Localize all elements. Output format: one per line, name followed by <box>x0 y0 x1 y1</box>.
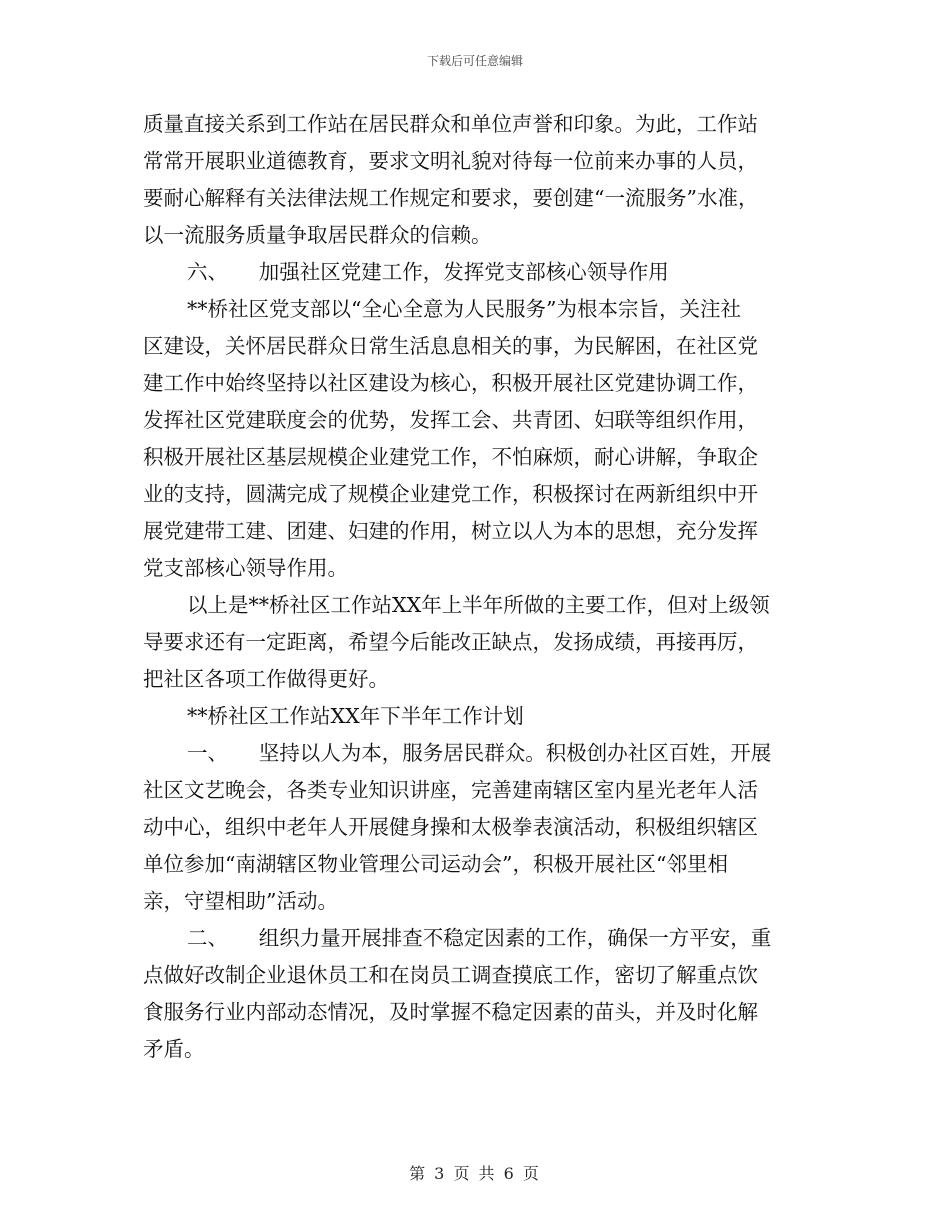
text-line: 单位参加“南湖辖区物业管理公司运动会”，积极开展社区“邻里相 <box>143 852 728 876</box>
body-text <box>143 106 811 1068</box>
text-line: 区建设，关怀居民群众日常生活息息相关的事，为民解困，在社区党 <box>143 334 758 358</box>
text-line: 食服务行业内部动态情况，及时掌握不稳定因素的苗头，并及时化解 <box>143 1000 758 1024</box>
page-header: 下载后可任意编辑 <box>426 54 523 68</box>
text-line: 动中心，组织中老年人开展健身操和太极拳表演活动，积极组织辖区 <box>143 815 758 839</box>
text-line: 导要求还有一定距离，希望今后能改正缺点，发扬成绩，再接再厉， <box>143 630 758 654</box>
text-line: 质量直接关系到工作站在居民群众和单位声誉和印象。为此，工作站 <box>143 112 758 136</box>
text-line: 点做好改制企业退休员工和在岗员工调查摸底工作，密切了解重点饮 <box>143 963 758 987</box>
text-line: 展党建带工建、团建、妇建的作用，树立以人为本的思想，充分发挥 <box>143 519 758 543</box>
text-line: 二、 组织力量开展排查不稳定因素的工作，确保一方平安，重 <box>187 926 772 950</box>
text-line: **桥社区工作站XX年下半年工作计划 <box>187 704 524 728</box>
page-footer: 第 3 页 共 6 页 <box>409 1164 541 1183</box>
text-line: 矛盾。 <box>143 1037 205 1061</box>
text-line: 建工作中始终坚持以社区建设为核心，积极开展社区党建协调工作， <box>143 371 758 395</box>
text-line: 业的支持，圆满完成了规模企业建党工作，积极探讨在两新组织中开 <box>143 482 758 506</box>
text-line: 把社区各项工作做得更好。 <box>143 667 389 691</box>
text-line: 积极开展社区基层规模企业建党工作，不怕麻烦，耐心讲解，争取企 <box>143 445 758 469</box>
text-line: 亲，守望相助”活动。 <box>143 889 338 913</box>
text-line: 党支部核心领导作用。 <box>143 556 348 580</box>
text-line: 常常开展职业道德教育，要求文明礼貌对待每一位前来办事的人员， <box>143 149 758 173</box>
text-line: 发挥社区党建联度会的优势，发挥工会、共青团、妇联等组织作用， <box>143 408 758 432</box>
text-line: 一、 坚持以人为本，服务居民群众。积极创办社区百姓，开展 <box>187 741 772 765</box>
text-line: 社区文艺晚会，各类专业知识讲座，完善建南辖区室内星光老年人活 <box>143 778 758 802</box>
text-line: 要耐心解释有关法律法规工作规定和要求，要创建“一流服务”水准， <box>143 186 759 210</box>
text-line: **桥社区党支部以“全心全意为人民服务”为根本宗旨，关注社 <box>187 297 741 321</box>
text-line: 以上是**桥社区工作站XX年上半年所做的主要工作，但对上级领 <box>187 593 770 617</box>
text-line: 以一流服务质量争取居民群众的信赖。 <box>143 223 492 247</box>
text-line: 六、 加强社区党建工作，发挥党支部核心领导作用 <box>187 260 669 284</box>
